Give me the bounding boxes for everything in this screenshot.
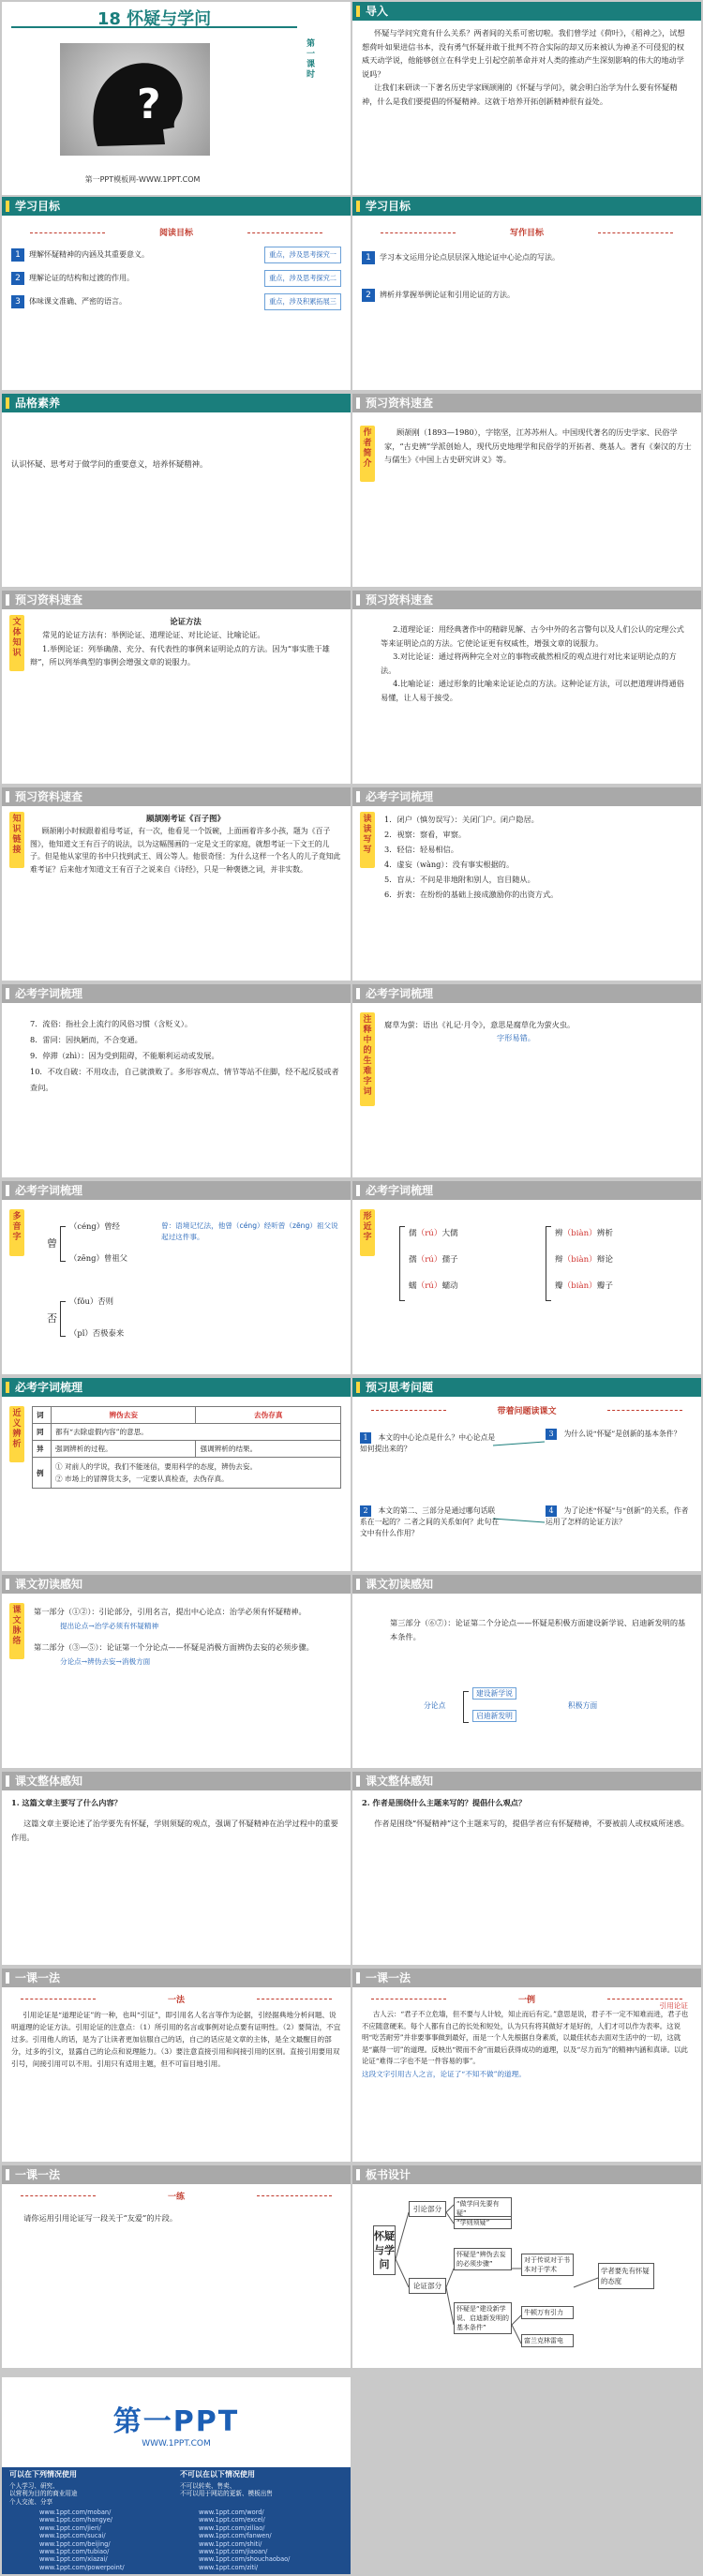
goal-item [362, 251, 692, 264]
empty-cell [352, 2377, 701, 2574]
board-node: 怀疑是“建设新学说、启迪新发明的基本条件” [454, 2302, 512, 2334]
footer-logo-area [2, 2377, 351, 2467]
poly-note: 曾：语境记忆法，他曾（céng）经听曾（zēng）祖父说起过这件事。 [161, 1221, 338, 1241]
goal-note: 重点，涉及思考探究一 [264, 247, 341, 263]
vocab-item: 2．视察：察看，审察。 [384, 830, 467, 839]
footer-link[interactable]: www.1ppt.com/fanwen/ [199, 2532, 272, 2540]
usage-item: 以营利为目的的商业用途 [9, 2490, 78, 2498]
slide-header: 品格素养 [2, 394, 351, 412]
goal-text: 学习本文运用分论点层层深入地论证中心论点的写法。 [380, 253, 560, 262]
table-cell: 异 [33, 1441, 52, 1458]
section-title: 阅读目标 [11, 227, 341, 240]
footer-link[interactable]: www.1ppt.com/hangye/ [39, 2516, 112, 2524]
footer-link[interactable]: www.1ppt.com/jieri/ [39, 2524, 101, 2532]
char: 孺 [409, 1255, 417, 1265]
section-tag: 近义辨析 [9, 1406, 24, 1462]
board-root: 怀疑与学问 [373, 2225, 396, 2275]
overall-slide-left [2, 1772, 351, 1965]
story-title: 顾颉刚考证《百子图》 [146, 814, 225, 823]
slide-header: 必考字词梳理 [2, 1378, 351, 1397]
pinyin: （rú） [416, 1255, 442, 1265]
goal-item [362, 289, 692, 302]
pinyin: （biàn） [562, 1281, 597, 1291]
bracket [60, 1301, 66, 1337]
vocab-item: 6．折衷：在纷纷的基础上接成激励你的出资方式。 [384, 890, 559, 899]
word: 辨析 [596, 1229, 613, 1238]
link-list-right [199, 2509, 330, 2571]
section-title: 一法 [2, 1993, 351, 2005]
goal-text: 理解怀疑精神的内涵及其重要意义。 [29, 250, 149, 259]
table-header: 辨伪去妄 [52, 1407, 196, 1424]
slide-header: 必考字词梳理 [2, 1181, 351, 1200]
section-tag: 知识链接 [9, 812, 24, 868]
slide-header: 必考字词梳理 [2, 984, 351, 1003]
section-title: 一练 [2, 2190, 351, 2202]
table-cell: 同 [33, 1424, 52, 1441]
pinyin: （biàn） [562, 1229, 597, 1238]
footer-link[interactable]: www.1ppt.com/powerpoint/ [39, 2563, 125, 2571]
goal-number: 1 [11, 248, 24, 262]
slide-header: 学习目标 [2, 197, 351, 216]
vocab-item: 1．闭户（慎勿误写）：关闭门户。闭户隐居。 [384, 815, 539, 824]
structure-sub: 积极方面 [568, 1701, 598, 1710]
structure-sub: 分论点→辨伪去妄→消极方面 [60, 1657, 151, 1666]
section-title: 带着问题读课文 [352, 1404, 701, 1416]
head-question-image [60, 43, 210, 156]
method-line: 1.举例论证：列举确凿、充分、有代表性的事例来证明论点的方法。因为“事实胜于雄辩”，所以列举典型的事例会增强文章的说服力。 [30, 643, 330, 666]
bracket [546, 1226, 551, 1301]
overall-slide-right [352, 1772, 701, 1965]
slide-header: 学习目标 [352, 197, 701, 216]
question-text: 本文的中心论点是什么？中心论点是如何提出来的？ [360, 1433, 496, 1453]
footer-link[interactable]: www.1ppt.com/excel/ [199, 2516, 265, 2524]
overall-answer: 这篇文章主要论述了治学要先有怀疑，学则须疑的观点，强调了怀疑精神在治学过程中的重要作用。 [11, 1819, 338, 1842]
poly-char: 否 [47, 1312, 57, 1325]
intro-text-2: 让我们来研读一下著名历史学家顾颉刚的《怀疑与学问》，就会明白治学为什么要有怀疑精神，什么是我们要提倡的怀疑精神。这就于培养开拓创新精神很有益处。 [362, 82, 678, 106]
slide-header: 必考字词梳理 [352, 1181, 701, 1200]
char: 辨 [555, 1229, 563, 1238]
footer-link[interactable]: www.1ppt.com/beijing/ [39, 2539, 111, 2548]
section-tag: 课文脉络 [9, 1603, 24, 1659]
slide-header: 课文初读感知 [2, 1575, 351, 1594]
table-cell: 都有“去除虚假内容”的意思。 [52, 1424, 341, 1441]
intro-slide [352, 2, 701, 195]
usage-item: 不可以转卖、售卖、 [180, 2482, 236, 2490]
goal-item [11, 247, 341, 263]
char-group-left [409, 1221, 458, 1299]
goals-reading-slide [2, 197, 351, 390]
slide-header: 预习资料速查 [352, 394, 701, 412]
board-node: 怀疑是“辨伪去妄的必须步骤” [454, 2248, 512, 2270]
method-note: 这段文字引用古人之言，论证了“不知不做”的道理。 [362, 2069, 526, 2078]
footer-link[interactable]: www.1ppt.com/sucai/ [39, 2532, 106, 2540]
usage-item: 个人交流、分享 [9, 2497, 53, 2506]
slide-header: 一课一法 [2, 1969, 351, 1987]
word: 瓣子 [596, 1281, 613, 1291]
goals-writing-slide [352, 197, 701, 390]
vocab-item: 5．盲从：不问是非地附和别人，盲目随从。 [384, 875, 535, 884]
vocab-item: 9．停滞（zhì）：因为受到阻碍，不能顺利运动或发展。 [30, 1051, 219, 1060]
structure-sub: 分论点 [424, 1701, 446, 1710]
method-one-slide [2, 1969, 351, 2162]
usage-allowed-list [9, 2482, 78, 2506]
footer-link[interactable]: www.1ppt.com/word/ [199, 2509, 264, 2516]
footer-link[interactable]: www.1ppt.com/ziliao/ [199, 2524, 265, 2532]
page-title: 18 怀疑与学问 [11, 6, 297, 28]
vocab-item: 7．流俗：指社会上流行的风俗习惯（含贬义）。 [30, 1019, 193, 1028]
structure-sub: 启迪新发明 [472, 1710, 516, 1722]
goal-number: 2 [362, 289, 375, 302]
method-title: 论证方法 [170, 617, 202, 626]
vocab-item: 4．虚妄（wàng）：没有事实根据的。 [384, 860, 515, 869]
structure-slide-right [352, 1575, 701, 1768]
practice-slide [2, 2165, 351, 2368]
slide-header: 预习思考问题 [352, 1378, 701, 1397]
section-title: 写作目标 [362, 227, 692, 240]
footer-banner [2, 2377, 351, 2574]
section-tag: 注释中的生难字词 [360, 1012, 375, 1106]
method-example-slide [352, 1969, 701, 2162]
lesson-period: 第一课时 [307, 39, 316, 80]
quality-slide [2, 394, 351, 587]
usage-item: 个人学习、研究、 [9, 2482, 59, 2490]
footer-link[interactable]: www.1ppt.com/moban/ [39, 2509, 112, 2516]
example-text: 对前人的学说，我们不能迷信，要用科学的态度，辨伪去妄。 [65, 1462, 258, 1471]
slide-header: 板书设计 [352, 2165, 701, 2184]
similar-chars-slide [352, 1181, 701, 1374]
board-node: 学者要先有怀疑的态度 [598, 2263, 654, 2289]
table-cell: 词 [33, 1407, 52, 1424]
table-cell: 强调辨析的结果。 [196, 1441, 341, 1458]
word: 大儒 [441, 1229, 458, 1238]
method-text: 古人云：“君子不立危墙，但不要与人计较，知止而后有定。”意思是说，君子不一定不知难而进，君子也不应随意硬来。每个人都有自己的长处和短处，认为只有将其做好才是好的，人们才可以作为表率。这说明“吃苦耐劳”并非要事事做到最好，而是一个人先根据自身素质，以最佳状态去面对生活中的一切，这就是“赢得一切”的道理。反映出“锲而不舍”而最后获得成功的道理，以及“尽力而为”的精神内涵和真谛。以此论证“难得二字也不是一件容易的事”。 [362, 2010, 689, 2066]
vocab-slide-2 [2, 984, 351, 1177]
example-text: 市场上的冒牌货太多，一定要认真检查，去伪存真。 [65, 1475, 229, 1483]
word: 孺子 [441, 1255, 458, 1265]
footer-info [2, 2467, 351, 2574]
usage-denied-list [180, 2482, 273, 2498]
goal-item [11, 270, 341, 287]
goal-note: 重点，涉及积累拓展三 [264, 293, 341, 310]
svg-text:?: ? [137, 81, 161, 128]
bracket [399, 1226, 405, 1301]
overall-answer: 作者是围绕“怀疑精神”这个主题来写的，提倡学者应有怀疑精神，不要被前人或权威所迷惑。 [374, 1819, 689, 1828]
slide-header: 导入 [352, 2, 701, 21]
slide-header: 课文初读感知 [352, 1575, 701, 1594]
question-1: 1 本文的中心论点是什么？中心论点是如何提出来的？ [360, 1433, 496, 1453]
method-line: 2.道理论证：用经典著作中的精辟见解、古今中外的名言警句以及人们公认的定理公式等来证明论点的方法。它使论证更有权威性，增强文章的说服力。 [381, 624, 684, 648]
section-tag: 读读写写 [360, 812, 375, 868]
pinyin: （rú） [416, 1229, 442, 1238]
bracket [60, 1226, 66, 1262]
table-cell: 强调辨析的过程。 [52, 1441, 196, 1458]
footer-link[interactable]: www.1ppt.com/jiaoan/ [199, 2548, 268, 2556]
goal-item [11, 293, 341, 310]
goal-number: 1 [362, 251, 375, 264]
char: 蠕 [409, 1281, 417, 1291]
vocab-item: 3．轻信：轻易相信。 [384, 845, 458, 854]
watermark-text: 第一PPT模板网-WWW.1PPT.COM [84, 175, 201, 184]
board-node: “学则须疑” [454, 2216, 512, 2229]
goal-text: 体味课文准确、严密的语言。 [29, 297, 127, 306]
footer-link[interactable]: www.1ppt.com/xiazai/ [39, 2555, 108, 2564]
poly-reading: （fǒu）否则 [69, 1296, 114, 1306]
usage-allowed-title: 可以在下列情况使用 [9, 2470, 77, 2479]
poly-reading: （zēng）曾祖父 [69, 1253, 127, 1263]
goal-text: 辨析并掌握举例论证和引用论证的方法。 [380, 291, 515, 299]
quality-text: 认识怀疑、思考对于做学问的重要意义，培养怀疑精神。 [11, 459, 208, 469]
method-tag: 引用论证 [659, 2001, 688, 2010]
slide-header: 课文整体感知 [352, 1772, 701, 1790]
footer-link[interactable]: www.1ppt.com/ziti/ [199, 2563, 259, 2571]
vocab-item: 8．雷同：因执陋而，不合变通。 [30, 1035, 142, 1044]
story-text: 顾颉刚小时候跟着祖母考证，有一次，他看见一个饭碗，上面画着许多小孩，题为《百子图》，他知道文王有百子的说法，以为这幅图画的一定是文王的家庭，就想考证一下文王的儿子。但是他从家里的书中只找到武王、周公等人。他很奇怪：为什么这样一个名人的儿子竟知此难考证？后来他才知道文王有百子之说来自《诗经》，只是一种褒德之词，并非实数。 [30, 827, 341, 874]
char-group-right [555, 1221, 613, 1299]
intro-text: 怀疑与学问究竟有什么关系？两者间的关系可密切啦。我们曾学过《荷叶》，《稻神之》，试想想荷叶如果进信书本，没有勇气怀疑并敢于批判不符合实际的却又历来被认为神圣不可侵犯的权威天动学说，他能够创立在科学史上引起空前革命并对人类的推动产生深刻影响的伟大的地动学说吗？ [362, 28, 685, 79]
structure-sub: 提出论点→治学必须有怀疑精神 [60, 1622, 159, 1630]
slide-header: 预习资料速查 [352, 591, 701, 609]
section-tag: 形近字 [360, 1209, 375, 1256]
slide-header: 课文整体感知 [2, 1772, 351, 1790]
word: 辩论 [596, 1255, 613, 1265]
poly-char: 曾 [47, 1237, 57, 1250]
vocab-item: 10．不攻自破：不用攻击，自己就溃败了。多形容观点、情节等站不住脚，经不起反驳或者查问。 [30, 1067, 339, 1092]
author-text: 顾颉刚（1893—1980），字铭坚，江苏苏州人。中国现代著名的历史学家、民俗学家，“古史辨”学派创始人，现代历史地理学和民俗学的开拓者、奠基人。著有《秦汉的方士与儒生》《中国上古史研究讲义》等。 [384, 427, 692, 464]
section-tag: 文体知识 [9, 615, 24, 671]
vocab-slide-3 [352, 984, 701, 1177]
question-3: 3 为什么说“怀疑”是创新的基本条件？ [546, 1429, 696, 1440]
slide-header: 必考字词梳理 [352, 787, 701, 806]
char: 辩 [555, 1255, 563, 1265]
slide-header: 一课一法 [2, 2165, 351, 2184]
board-node: “做学问先要有疑” [454, 2197, 512, 2220]
brand-url: WWW.1PPT.COM [142, 2439, 211, 2449]
method-text: 引用论证是“道理论证”的一种，也叫“引证”，即引用名人名言等作为论据，引经据典地分析问题、说明道理的论证方法。引用论证的注意点：（1）所引用的名言或事例对论点要有证明性。（2）要简洁，不宜过多。引用他人的话，是为了让读者更加信服自己的话，自己的话应是文章的主体，是全文最醒目的部分，过多的引文，显露自己的论点和说理能力。（3）要注意直接引用和间接引用的区别。直接引用要用双引号，间接引用可以不用。引用只有适用主题，但不可盲目地引用。 [11, 2011, 341, 2068]
polyphone-slide [2, 1181, 351, 1374]
question-4: 4 为了论述“怀疑”与“创新”的关系，作者运用了怎样的论证方法？ [546, 1506, 689, 1526]
question-arrows [352, 1378, 701, 1571]
structure-part: 第三部分（⑥⑦）：论证第二个分论点——怀疑是积极方面建设新学说、启迪新发明的基本条件。 [390, 1618, 686, 1641]
author-slide [352, 394, 701, 587]
vocab-slide-1 [352, 787, 701, 981]
overall-question: 2. 作者是围绕什么主题来写的？提倡什么观点？ [362, 1798, 527, 1807]
question-text: 本文的第二、三部分是通过哪句话联系在一起的？二者之间的关系如何？此句在文中有什么作用？ [360, 1506, 500, 1537]
footer-link[interactable]: www.1ppt.com/tubiao/ [39, 2548, 110, 2556]
table-cell: 例 [33, 1458, 52, 1489]
synonym-slide [2, 1378, 351, 1571]
usage-denied-title: 不可以在以下情况使用 [180, 2470, 255, 2479]
background-slide [2, 787, 351, 981]
board-slide [352, 2165, 701, 2368]
slide-header: 必考字词梳理 [352, 984, 701, 1003]
board-node: 对于传说对于书本对于学术 [521, 2254, 574, 2276]
brand-logo: 第一PPT [112, 2405, 240, 2438]
usage-item: 不可以用于网站的更新、模板出售 [180, 2490, 273, 2498]
goal-number: 3 [11, 295, 24, 308]
board-node: 牛顿万有引力 [521, 2306, 574, 2319]
board-node: 论证部分 [409, 2278, 446, 2294]
thinking-head-icon [60, 43, 210, 156]
method-line: 4.比喻论证：通过形象的比喻来论证论点的方法。这种论证方法，可以把道理讲得通俗易懂，让人易于接受。 [381, 679, 684, 702]
board-node: 引论部分 [409, 2201, 446, 2217]
char: 瓣 [555, 1281, 563, 1291]
overall-question: 1. 这篇文章主要写了什么内容？ [11, 1798, 122, 1807]
method-line: 3.对比论证：通过将两种完全对立的事物或截然相反的观点进行对比来证明论点的方法。 [381, 651, 677, 675]
section-title: 一例 [352, 1993, 701, 2005]
section-tag: 多音字 [9, 1209, 24, 1256]
goal-note: 重点，涉及思考探究二 [264, 270, 341, 287]
poly-reading: （céng）曾经 [69, 1221, 120, 1231]
structure-part: 第一部分（①②）：引论部分，引用名言，提出中心论点：治学必须有怀疑精神。 [34, 1607, 307, 1616]
synonym-table [32, 1406, 341, 1489]
goal-text: 理解论证的结构和过渡的作用。 [29, 274, 134, 282]
link-list-left [39, 2509, 171, 2571]
pinyin: （rú） [416, 1281, 442, 1291]
vocab-note: 腐草为萤：语出《礼记·月令》，意思是腐草化为萤火虫。 [384, 1020, 576, 1029]
structure-slide-left [2, 1575, 351, 1768]
footer-link[interactable]: www.1ppt.com/shiti/ [199, 2539, 262, 2548]
vocab-hint: 字形易错。 [497, 1033, 535, 1042]
section-tag: 作者简介 [360, 426, 375, 482]
poly-reading: （pǐ）否极泰来 [69, 1328, 125, 1338]
table-header: 去伪存真 [196, 1407, 341, 1424]
question-2: 2 本文的第二、三部分是通过哪句话联系在一起的？二者之间的关系如何？此句在文中有什么作用？ [360, 1506, 500, 1537]
method-slide-right [352, 591, 701, 784]
char: 儒 [409, 1229, 417, 1238]
goal-number: 2 [11, 272, 24, 285]
structure-part: 第二部分（③—⑤）：论证第一个分论点——怀疑是消极方面辨伪去妄的必须步骤。 [34, 1642, 314, 1652]
table-cell: ① 对前人的学说，我们不能迷信，要用科学的态度，辨伪去妄。 ② 市场上的冒牌货太多，一定要认真检查，去伪存真。 [52, 1458, 341, 1489]
method-line: 常见的论证方法有：举例论证、道理论证、对比论证、比喻论证。 [42, 630, 265, 639]
pinyin: （biàn） [562, 1255, 597, 1265]
bracket [463, 1691, 469, 1723]
slide-header: 预习资料速查 [2, 787, 351, 806]
question-text: 为了论述“怀疑”与“创新”的关系，作者运用了怎样的论证方法？ [546, 1506, 689, 1526]
structure-sub: 建设新学说 [472, 1687, 516, 1700]
footer-link[interactable]: www.1ppt.com/shouchaobao/ [199, 2555, 291, 2564]
slide-header: 预习资料速查 [2, 591, 351, 609]
title-slide [2, 2, 351, 195]
method-slide-left [2, 591, 351, 784]
practice-text: 请你运用引用论证写一段关于“友爱”的片段。 [23, 2213, 178, 2223]
board-node: 富兰克林雷电 [521, 2334, 574, 2347]
question-text: 为什么说“怀疑”是创新的基本条件？ [563, 1430, 681, 1438]
word: 蠕动 [441, 1281, 458, 1291]
questions-slide [352, 1378, 701, 1571]
slide-header: 一课一法 [352, 1969, 701, 1987]
